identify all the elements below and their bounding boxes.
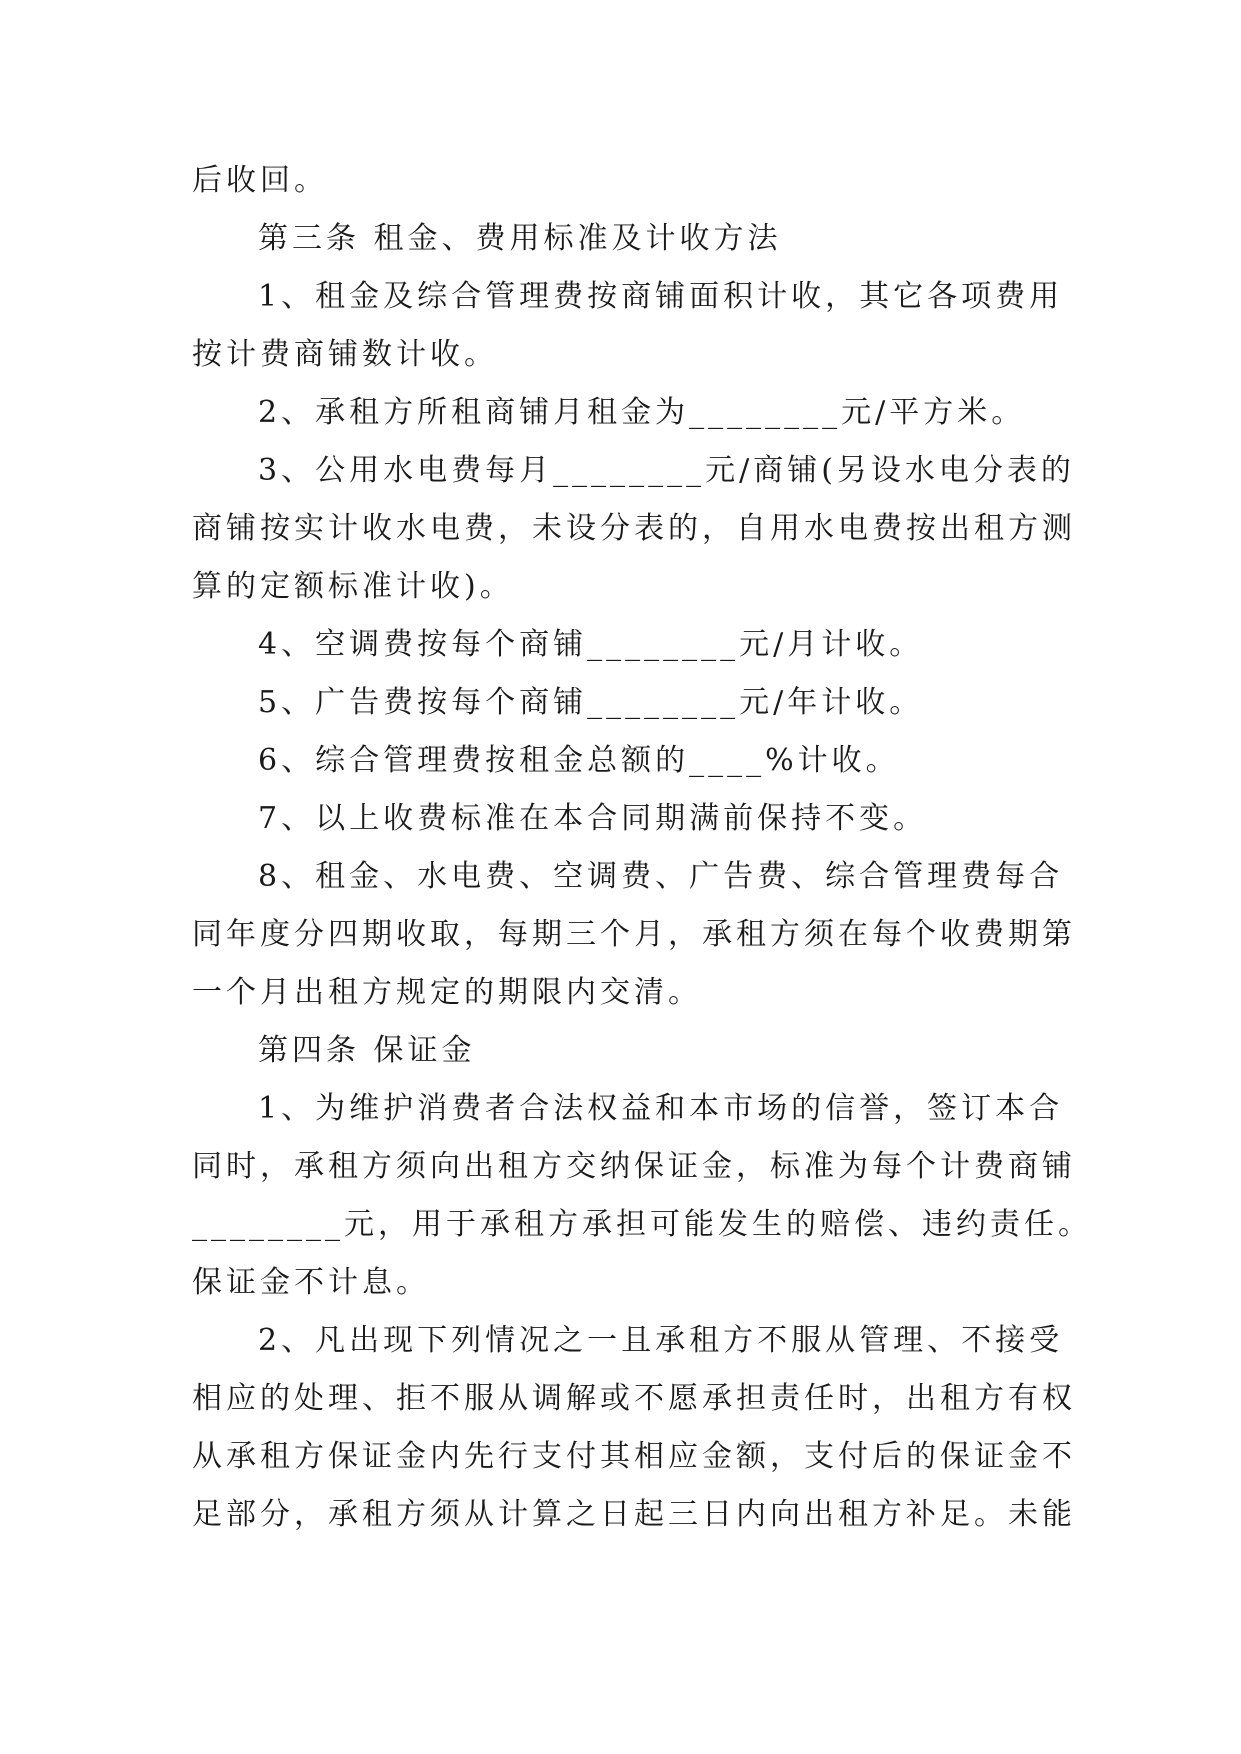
contract-text-block	[192, 152, 1092, 1544]
text-line: 从承租方保证金内先行支付其相应金额，支付后的保证金不	[192, 1439, 1076, 1474]
text-line: 算的定额标准计收)。	[192, 569, 514, 604]
text-line: 后收回。	[192, 163, 328, 198]
text-line: 8、租金、水电费、空调费、广告费、综合管理费每合	[258, 859, 1064, 894]
text-line: 7、以上收费标准在本合同期满前保持不变。	[258, 801, 928, 836]
text-line: 1、租金及综合管理费按商铺面积计收，其它各项费用	[258, 279, 1064, 314]
text-line: 保证金不计息。	[192, 1265, 430, 1300]
text-line: 同年度分四期收取，每期三个月，承租方须在每个收费期第	[192, 917, 1076, 952]
text-line: 一个月出租方规定的期限内交清。	[192, 975, 702, 1010]
text-line: 相应的处理、拒不服从调解或不愿承担责任时，出租方有权	[192, 1381, 1076, 1416]
text-line: 3、公用水电费每月________元/商铺(另设水电分表的	[258, 453, 1075, 488]
text-line: 4、空调费按每个商铺________元/月计收。	[258, 627, 924, 662]
text-line: 2、承租方所租商铺月租金为________元/平方米。	[258, 395, 1026, 430]
text-line: 6、综合管理费按租金总额的____%计收。	[258, 743, 900, 778]
text-line: 按计费商铺数计收。	[192, 337, 498, 372]
text-line: 足部分，承租方须从计算之日起三日内向出租方补足。未能	[192, 1497, 1076, 1532]
section-heading-article-4: 第四条 保证金	[258, 1033, 476, 1068]
text-line: 2、凡出现下列情况之一且承租方不服从管理、不接受	[258, 1323, 1064, 1358]
text-line: 1、为维护消费者合法权益和本市场的信誉，签订本合	[258, 1091, 1064, 1126]
text-line: 5、广告费按每个商铺________元/年计收。	[258, 685, 924, 720]
text-line: ________元，用于承租方承担可能发生的赔偿、违约责任。	[192, 1207, 1092, 1242]
text-line: 同时，承租方须向出租方交纳保证金，标准为每个计费商铺	[192, 1149, 1076, 1184]
text-line: 商铺按实计收水电费，未设分表的，自用水电费按出租方测	[192, 511, 1076, 546]
section-heading-article-3: 第三条 租金、费用标准及计收方法	[258, 221, 782, 256]
